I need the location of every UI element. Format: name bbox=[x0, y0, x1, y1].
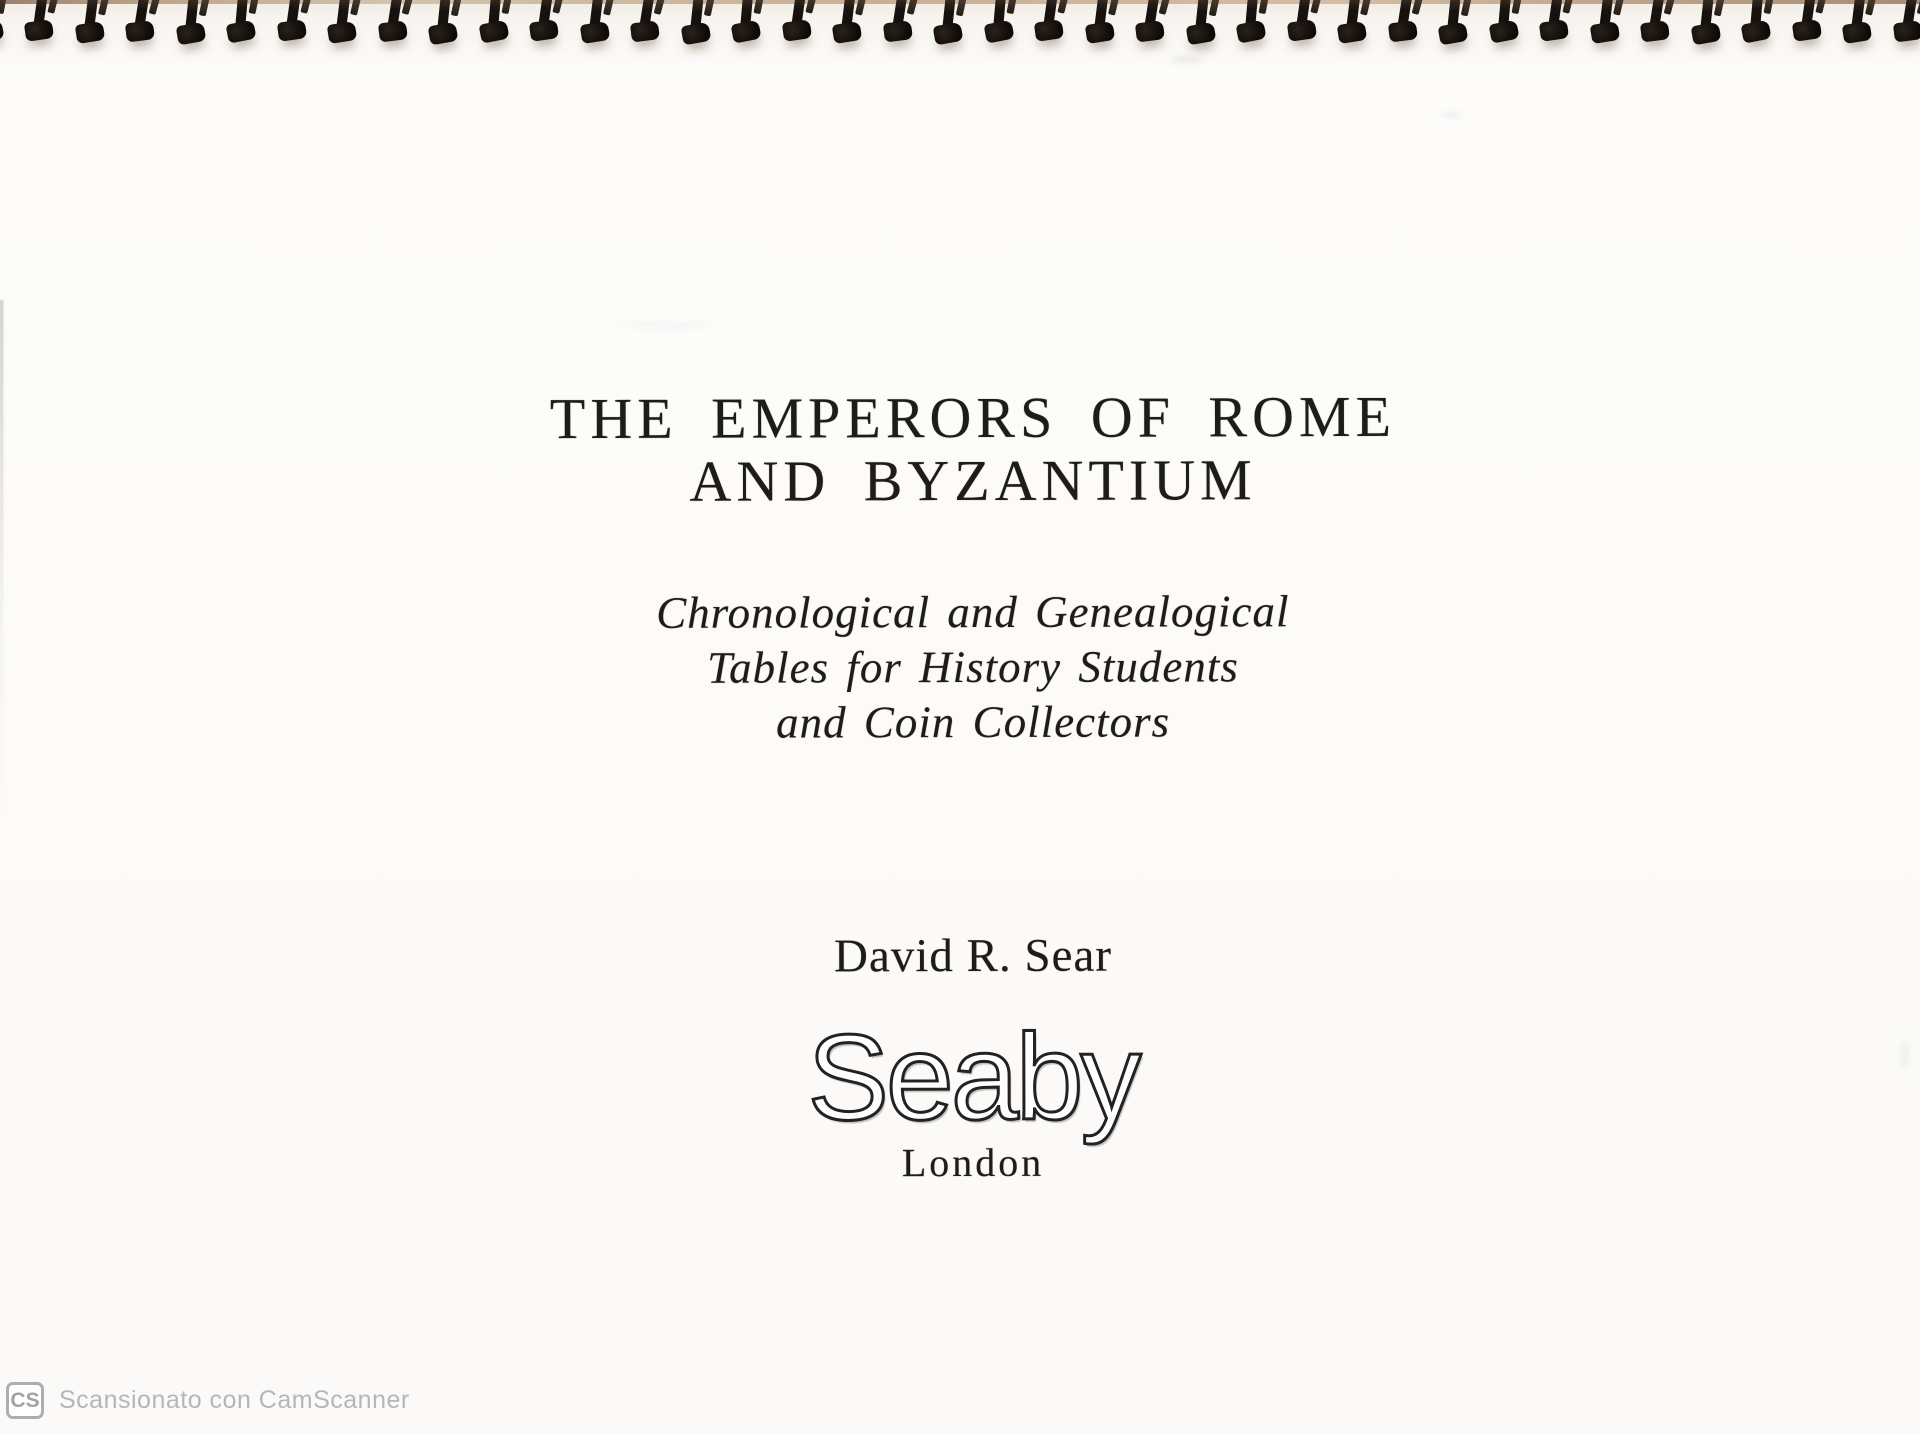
coil-hook bbox=[1027, 0, 1078, 57]
coil-hook bbox=[674, 2, 725, 61]
coil-hook bbox=[1229, 0, 1281, 59]
coil-hook bbox=[472, 0, 524, 59]
coil-hook bbox=[977, 0, 1029, 59]
coil-hook bbox=[1584, 1, 1634, 59]
coil-hook bbox=[421, 2, 472, 61]
coil-hook bbox=[1836, 1, 1886, 59]
book-title-line-2: AND BYZANTIUM bbox=[689, 447, 1257, 514]
coil-hook bbox=[826, 1, 876, 59]
coil-hook bbox=[69, 1, 119, 59]
coil-hook bbox=[0, 0, 18, 59]
camscanner-badge-icon bbox=[6, 1382, 44, 1419]
book-title bbox=[26, 384, 1920, 515]
camscanner-badge-label: CS bbox=[10, 1388, 40, 1412]
coil-hook bbox=[623, 0, 675, 59]
coil-hook bbox=[1331, 1, 1381, 59]
coil-hook bbox=[1532, 0, 1583, 57]
coil-hook bbox=[1734, 0, 1786, 59]
book-subtitle-line-2: Tables for History Students bbox=[707, 641, 1239, 693]
coil-hook bbox=[17, 0, 68, 57]
spiral-binding bbox=[0, 0, 1920, 60]
coil-hook bbox=[270, 0, 321, 57]
coil-hook bbox=[522, 0, 573, 57]
page-edge-shading bbox=[0, 4, 1920, 20]
coil-hook bbox=[1431, 2, 1482, 61]
notebook-top-edge bbox=[0, 0, 1920, 4]
coil-hook bbox=[1381, 0, 1433, 59]
book-title-line-1: THE EMPERORS OF ROME bbox=[549, 383, 1397, 452]
coil-hook bbox=[1179, 2, 1230, 61]
scan-smudge bbox=[1440, 112, 1462, 118]
coil-hook bbox=[574, 1, 624, 59]
book-subtitle-line-3: and Coin Collectors bbox=[776, 696, 1171, 748]
coil-hook bbox=[1079, 1, 1129, 59]
publisher-logo: Seaby bbox=[807, 1008, 1139, 1146]
coil-hook bbox=[1886, 0, 1920, 59]
coil-hook bbox=[1684, 2, 1735, 61]
camscanner-watermark-text: Scansionato con CamScanner bbox=[59, 1386, 410, 1414]
coil-hook bbox=[1633, 0, 1685, 59]
coil-hook bbox=[371, 0, 423, 59]
coil-hook bbox=[118, 0, 170, 59]
book-subtitle bbox=[26, 583, 1920, 753]
coil-hook bbox=[1482, 0, 1534, 59]
coil-hook bbox=[1785, 0, 1836, 57]
camscanner-watermark bbox=[6, 1382, 410, 1419]
coil-hook bbox=[724, 0, 776, 59]
coil-hook bbox=[219, 0, 271, 59]
coil-hook bbox=[926, 2, 977, 61]
publisher-city: London bbox=[901, 1139, 1045, 1186]
author-name: David R. Sear bbox=[833, 929, 1113, 983]
book-subtitle-line-1: Chronological and Genealogical bbox=[656, 586, 1290, 638]
scan-edge-shadow bbox=[0, 300, 3, 820]
coil-hook bbox=[169, 2, 220, 61]
coil-hook bbox=[1128, 0, 1180, 59]
coil-hook bbox=[321, 1, 371, 59]
coil-hook bbox=[775, 0, 826, 57]
scan-smudge bbox=[620, 322, 710, 328]
scan-smudge bbox=[1170, 56, 1204, 63]
coil-hook bbox=[1280, 0, 1331, 57]
coil-hook bbox=[876, 0, 928, 59]
